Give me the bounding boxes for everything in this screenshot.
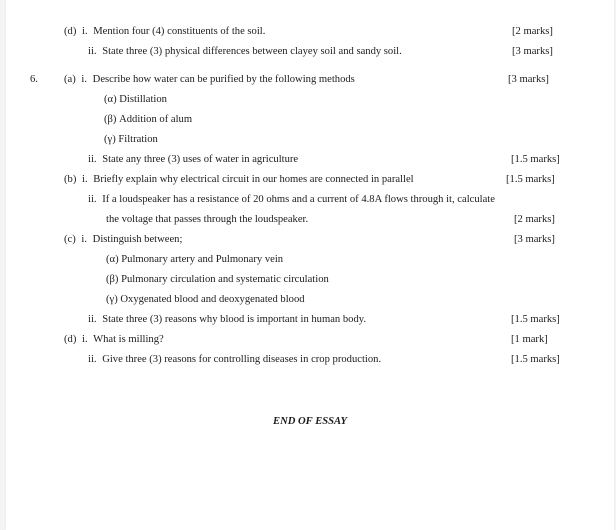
- sub-label: (d): [64, 26, 77, 37]
- q6-a-ii-line: [88, 154, 298, 166]
- q6-d-i-line: [64, 334, 164, 346]
- q5-d-i-line: [64, 26, 265, 38]
- marks: [1.5 marks]: [511, 354, 560, 365]
- option-item: (α) Pulmonary artery and Pulmonary vein: [106, 254, 284, 265]
- marks: [3 marks]: [514, 234, 555, 245]
- question-text: If a loudspeaker has a resistance of 20 ohms and a current of 4.8A flows through it, calculate: [102, 194, 495, 205]
- marks: [2 marks]: [512, 26, 553, 37]
- sub-label: (a): [64, 74, 76, 85]
- question-text: Describe how water can be purified by the following methods: [92, 74, 355, 85]
- question-text: Briefly explain why electrical circuit in our homes are connected in parallel: [93, 174, 414, 185]
- roman-numeral: ii.: [88, 354, 97, 365]
- roman-numeral: ii.: [88, 46, 97, 57]
- marks: [2 marks]: [514, 214, 555, 225]
- roman-numeral: i.: [82, 26, 88, 37]
- marks: [3 marks]: [508, 74, 549, 85]
- marks: [1.5 marks]: [511, 314, 560, 325]
- roman-numeral: ii.: [88, 314, 97, 325]
- marks: [1.5 marks]: [511, 154, 560, 165]
- question-text: What is milling?: [93, 334, 164, 345]
- q5-d-ii-line: [88, 46, 402, 58]
- q6-d-ii-line: [88, 354, 381, 366]
- marks: [3 marks]: [512, 46, 553, 57]
- q6-number: 6.: [30, 74, 38, 85]
- roman-numeral: i.: [81, 234, 88, 245]
- question-text: State three (3) reasons why blood is important in human body.: [102, 314, 367, 325]
- question-text: State any three (3) uses of water in agriculture: [102, 154, 299, 165]
- roman-numeral: ii.: [88, 154, 97, 165]
- q6-c-ii-line: [88, 314, 366, 326]
- marks: [1.5 marks]: [506, 174, 555, 185]
- q6-b-i-line: [64, 174, 414, 186]
- roman-numeral: i.: [81, 74, 88, 85]
- end-of-essay-title: END OF ESSAY: [273, 416, 347, 427]
- sub-label: (c): [64, 234, 76, 245]
- question-text: State three (3) physical differences between clayey soil and sandy soil.: [102, 46, 402, 57]
- option-item: (γ) Filtration: [104, 134, 158, 145]
- option-item: (β) Addition of alum: [104, 114, 193, 125]
- question-text: Distinguish between;: [92, 234, 183, 245]
- option-item: (γ) Oxygenated blood and deoxygenated blood: [106, 294, 305, 305]
- q6-a-i-line: [64, 74, 355, 86]
- option-item: (β) Pulmonary circulation and systematic circulation: [106, 274, 329, 285]
- roman-numeral: i.: [82, 174, 88, 185]
- option-item: (α) Distillation: [104, 94, 167, 105]
- roman-numeral: i.: [82, 334, 88, 345]
- sub-label: (b): [64, 174, 77, 185]
- sub-label: (d): [64, 334, 77, 345]
- question-text: Give three (3) reasons for controlling diseases in crop production.: [102, 354, 382, 365]
- roman-numeral: ii.: [88, 194, 97, 205]
- question-text-continued: the voltage that passes through the loudspeaker.: [106, 214, 309, 225]
- marks: [1 mark]: [511, 334, 548, 345]
- question-text: Mention four (4) constituents of the soil.: [93, 26, 266, 37]
- exam-page: [6, 0, 614, 530]
- q6-b-ii-line: [88, 194, 495, 206]
- q6-c-i-line: [64, 234, 182, 246]
